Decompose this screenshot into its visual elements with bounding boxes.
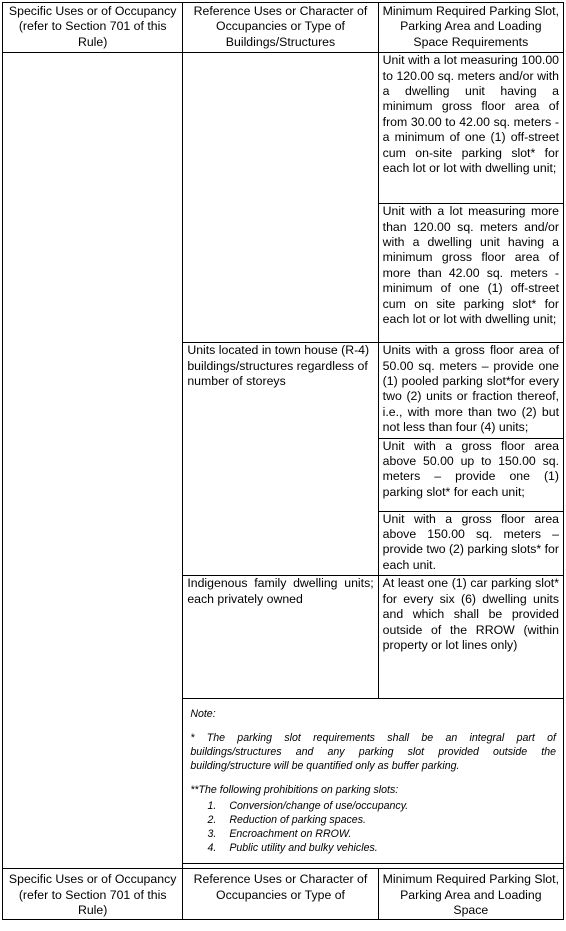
note-cell	[183, 699, 564, 864]
table-header-row	[3, 3, 564, 53]
footer-header-reference-uses: Reference Uses or Character of Occupancies or Type of	[183, 869, 378, 919]
note-asterisk: * The parking slot requirements shall be an integral part of buildings/structures and any parking slot provided outside the building/structure will be quantified only as buffer parking.	[190, 732, 556, 773]
list-item: 3. Encroachment on RROW.	[219, 827, 556, 841]
requirement-townhouse-50: Units with a gross floor area of 50.00 sq. meters – provide one (1) pooled parking slot*for every two (2) units or fraction thereof, i.e., with more than two (2) but not less than four (4) units;	[378, 343, 563, 438]
header-specific-uses: Specific Uses or of Occupancy (refer to Section 701 of this Rule)	[3, 3, 183, 53]
table-row	[3, 53, 564, 204]
list-item: 4. Public utility and bulky vehicles.	[219, 841, 556, 855]
header-minimum-parking: Minimum Required Parking Slot, Parking Area and Loading Space Requirements	[378, 3, 563, 53]
specific-uses-cell	[3, 53, 183, 869]
requirement-unit-100-120: Unit with a lot measuring 100.00 to 120.00 sq. meters and/or with a dwelling unit having a minimum gross floor area of from 30.00 to 42.00 sq. meters - a minimum of one (1) off-street cum on-site parking slot* for each lot or lot with dwelling unit;	[378, 53, 563, 204]
parking-requirements-table	[2, 2, 564, 920]
header-reference-uses: Reference Uses or Character of Occupancies or Type of Buildings/Structures	[183, 3, 378, 53]
prohibitions-list	[190, 799, 556, 855]
reference-townhouse: Units located in town house (R-4) buildings/structures regardless of number of storeys	[183, 343, 378, 576]
list-item: 2. Reduction of parking spaces.	[219, 813, 556, 827]
requirement-indigenous: At least one (1) car parking slot* for every six (6) dwelling units and which shall be provided outside of the RROW (within property or lot lines only)	[378, 576, 563, 699]
requirement-townhouse-above-150: Unit with a gross floor area above 150.00 sq. meters – provide two (2) parking slots* for each unit.	[378, 511, 563, 576]
footer-header-specific-uses: Specific Uses or of Occupancy (refer to Section 701 of this Rule)	[3, 869, 183, 919]
note-prohibitions-title: **The following prohibitions on parking slots:	[190, 784, 399, 797]
table-footer-header-row	[3, 869, 564, 919]
requirement-unit-over-120: Unit with a lot measuring more than 120.00 sq. meters and/or with a dwelling unit having a minimum gross floor area of more than 42.00 sq. meters - minimum of one (1) off-street cum on site parking slot* for each lot or lot with dwelling unit;	[378, 204, 563, 343]
requirement-townhouse-50-150: Unit with a gross floor area above 50.00 up to 150.00 sq. meters – provide one (1) parking slot* for each unit;	[378, 438, 563, 511]
footer-header-minimum-parking: Minimum Required Parking Slot, Parking Area and Loading Space	[378, 869, 563, 919]
reference-uses-cell	[183, 53, 378, 343]
note-title: Note:	[190, 708, 216, 721]
reference-indigenous: Indigenous family dwelling units; each privately owned	[183, 576, 378, 699]
list-item: 1. Conversion/change of use/occupancy.	[219, 799, 556, 813]
